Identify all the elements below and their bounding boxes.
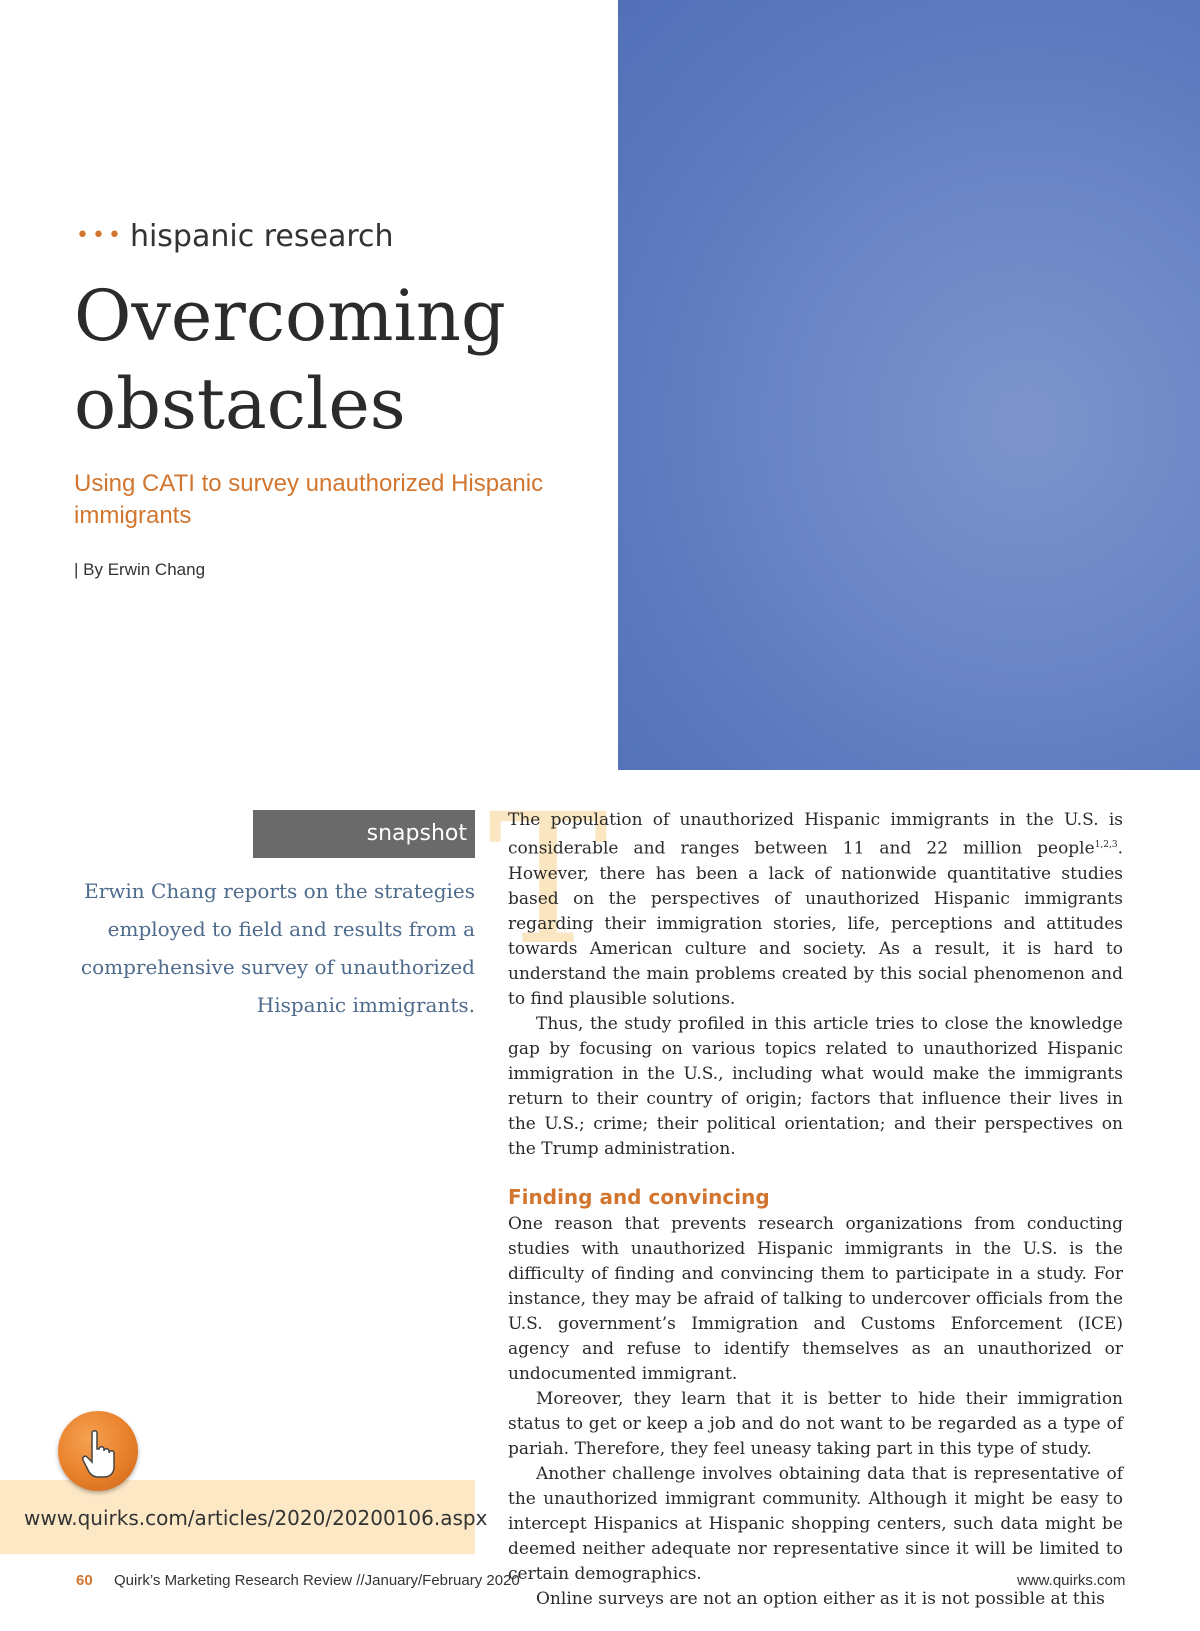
article-title xyxy=(74,272,594,448)
drop-cap: T xyxy=(488,776,609,985)
pointer-hand-icon[interactable] xyxy=(58,1411,138,1491)
page-number: 60 xyxy=(76,1572,93,1589)
snapshot-summary: Erwin Chang reports on the strategies employed to field and results from a comprehensive survey of unauthorized Hispanic immigrants. xyxy=(80,879,475,1017)
footnote-refs: 1,2,3 xyxy=(1094,840,1118,850)
body-paragraph: One reason that prevents research organizations from conducting studies with unauthorized Hispanic immigrants in the U.S. is the difficulty of finding and convincing them to participate in a study. For instance, they may be afraid of talking to undercover officials from the U.S. government’s Immigration and Customs Enforcement (ICE) agency and refuse to identify themselves as an unauthorized or undocumented immigrant. xyxy=(508,1213,1123,1384)
article-body xyxy=(508,808,1126,1612)
section-kicker xyxy=(76,219,394,254)
snapshot-label: snapshot xyxy=(253,810,475,858)
title-line-1: Overcoming xyxy=(74,275,506,357)
byline: | By Erwin Chang xyxy=(74,560,206,579)
body-paragraph: Moreover, they learn that it is better to hide their immigration status to get or keep a job and do not want to be regarded as a type of pariah. Therefore, they feel uneasy taking part in this type of study. xyxy=(508,1388,1123,1459)
title-line-2: obstacles xyxy=(74,363,406,445)
kicker-dots: ••• xyxy=(76,223,124,248)
body-text: The population of unauthorized Hispanic immigrants in the U.S. is considerable and ranges between 11 and 22 million people xyxy=(508,810,1123,859)
body-paragraph: Another challenge involves obtaining data that is representative of the unauthorized immigrant community. Although it might be easy to intercept Hispanics at Hispanic shopping centers, such data might be deemed neither adequate nor representative since it will be limited to certain demographics. xyxy=(508,1463,1123,1584)
section-heading: Finding and convincing xyxy=(508,1184,770,1209)
footer-site-link[interactable]: www.quirks.com xyxy=(1017,1572,1126,1589)
body-text: . However, there has been a lack of nationwide quantitative studies based on the perspectives of unauthorized Hispanic immigrants regarding their immigration stories, life, perceptions and attitudes towards American culture and society. As a result, it is hard to understand the main problems created by this social phenomenon and to find plausible solutions. xyxy=(508,838,1123,1009)
body-paragraph: Thus, the study profiled in this article tries to close the knowledge gap by focusing on various topics related to unauthorized Hispanic immigration in the U.S., including what would make the immigrants return to their country of origin; factors that influence their lives in the U.S.; crime; their political orientation; and their perspectives on the Trump administration. xyxy=(508,1013,1123,1159)
body-paragraph xyxy=(508,808,1123,1012)
article-url-link[interactable]: www.quirks.com/articles/2020/20200106.aspx xyxy=(24,1506,488,1530)
body-paragraph: Online surveys are not an option either as it is not possible at this xyxy=(536,1588,1105,1609)
publication-info: Quirk’s Marketing Research Review //January/February 2020 xyxy=(114,1572,520,1589)
kicker-label: hispanic research xyxy=(129,219,394,254)
hero-image-block xyxy=(618,0,1200,770)
article-subtitle: Using CATI to survey unauthorized Hispanic immigrants xyxy=(74,470,544,529)
